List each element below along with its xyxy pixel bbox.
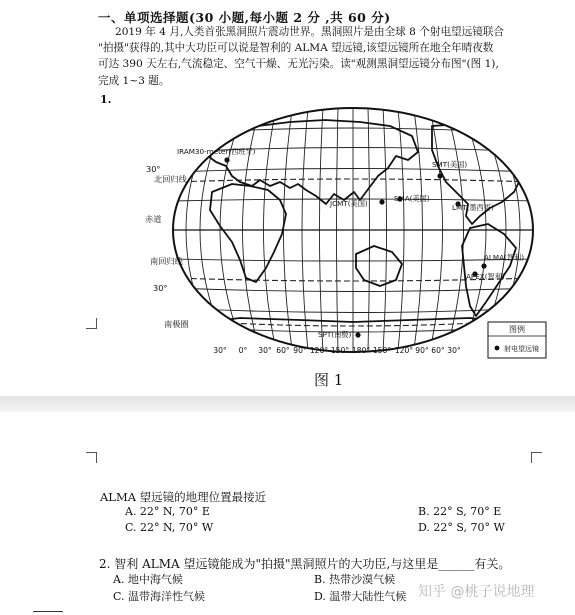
lat-label: 30° xyxy=(146,164,161,174)
telescope-dot xyxy=(379,199,384,204)
lat-label: 赤道 xyxy=(145,214,162,224)
lon-label: 30° xyxy=(447,346,461,355)
question-2-option-a: A. 地中海气候 xyxy=(113,573,183,586)
map-legend xyxy=(488,322,546,358)
question-1-option-c: C. 22° N, 70° W xyxy=(125,521,214,534)
lon-label: 90° xyxy=(415,346,429,355)
lon-label: 150° xyxy=(372,346,392,355)
telescope-label: JCMT(美国) xyxy=(330,199,368,208)
legend-telescope-dot xyxy=(495,346,500,351)
legend-item: 射电望远镜 xyxy=(504,345,539,353)
intro-line: "拍摄"获得的,其中大功臣可以说是智利的 ALMA 望远镜,该望远镜所在地全年晴夜数 xyxy=(98,42,494,55)
lon-label: 120° xyxy=(394,346,414,355)
legend-title: 图例 xyxy=(509,325,525,334)
greenland-coast xyxy=(486,116,516,136)
telescope-label: APEX(智利) xyxy=(466,272,505,281)
lon-label: 60° xyxy=(276,346,290,355)
telescope-dot xyxy=(224,157,229,162)
question-1-option-d: D. 22° S, 70° W xyxy=(418,521,505,534)
section-heading: 一、单项选择题(30 小题,每小题 2 分 ,共 60 分) xyxy=(98,10,391,25)
intro-paragraph xyxy=(98,24,553,89)
question-2-option-b: B. 热带沙漠气候 xyxy=(314,573,396,586)
footnote-rule xyxy=(33,611,63,612)
question-2-stem: 2. 智利 ALMA 望远镜能成为"拍摄"黑洞照片的大功臣,与这里是______有关。 xyxy=(99,557,511,571)
lon-label: 60° xyxy=(431,346,445,355)
lat-label: 30° xyxy=(153,283,168,293)
intro-line: 2019 年 4 月,人类首张黑洞照片震动世界。黑洞照片是由全球 8 个射电望远镜联合 xyxy=(114,26,505,38)
lon-label: 180° xyxy=(351,346,371,355)
watermark: 知乎 @桃子说地理 xyxy=(418,584,535,600)
telescope-label: ALMA(智利) xyxy=(484,253,525,262)
question-1-stem: ALMA 望远镜的地理位置最接近 xyxy=(100,490,267,504)
lon-label: 120° xyxy=(309,346,329,355)
telescope-dot xyxy=(437,173,442,178)
question-1-option-b: B. 22° S, 70° E xyxy=(418,505,502,518)
lon-label: 0° xyxy=(238,346,248,355)
telescope-dot xyxy=(481,263,486,268)
question-1-option-a: A. 22° N, 70° E xyxy=(125,505,210,518)
lat-label: 北回归线 xyxy=(154,174,187,184)
question-1-number: 1. xyxy=(100,93,112,106)
telescope-label: SMT(美国) xyxy=(432,160,468,169)
telescope-dot xyxy=(355,332,360,337)
figure-caption: 图 1 xyxy=(314,371,344,389)
telescope-label: SPT(南极) xyxy=(318,330,352,339)
intro-line: 完成 1~3 题。 xyxy=(98,74,170,87)
corner-mark xyxy=(531,452,542,463)
intro-line: 可达 390 天左右,气流稳定、空气干燥、无光污染。读"观测黑洞望远镜分布图"(图 1), xyxy=(98,58,499,71)
page-separator xyxy=(0,396,575,412)
lat-label: 南极圈 xyxy=(164,319,189,329)
corner-mark xyxy=(86,318,97,329)
lon-label: 30° xyxy=(258,346,272,355)
telescope-label: SMA(美国) xyxy=(394,194,430,203)
telescope-label: LMT(墨西哥) xyxy=(452,203,494,212)
longitude-labels xyxy=(213,346,461,355)
lon-label: 30° xyxy=(213,346,227,355)
corner-mark xyxy=(86,452,97,463)
lon-label: 150° xyxy=(330,346,350,355)
lat-label: 南回归线 xyxy=(150,256,183,266)
telescope-distribution-map xyxy=(120,96,550,394)
question-2-option-c: C. 温带海洋性气候 xyxy=(113,590,206,603)
question-2-option-d: D. 温带大陆性气候 xyxy=(314,590,407,603)
lon-label: 90° xyxy=(293,346,307,355)
telescope-label: IRAM30-meter(西班牙) xyxy=(177,147,256,156)
